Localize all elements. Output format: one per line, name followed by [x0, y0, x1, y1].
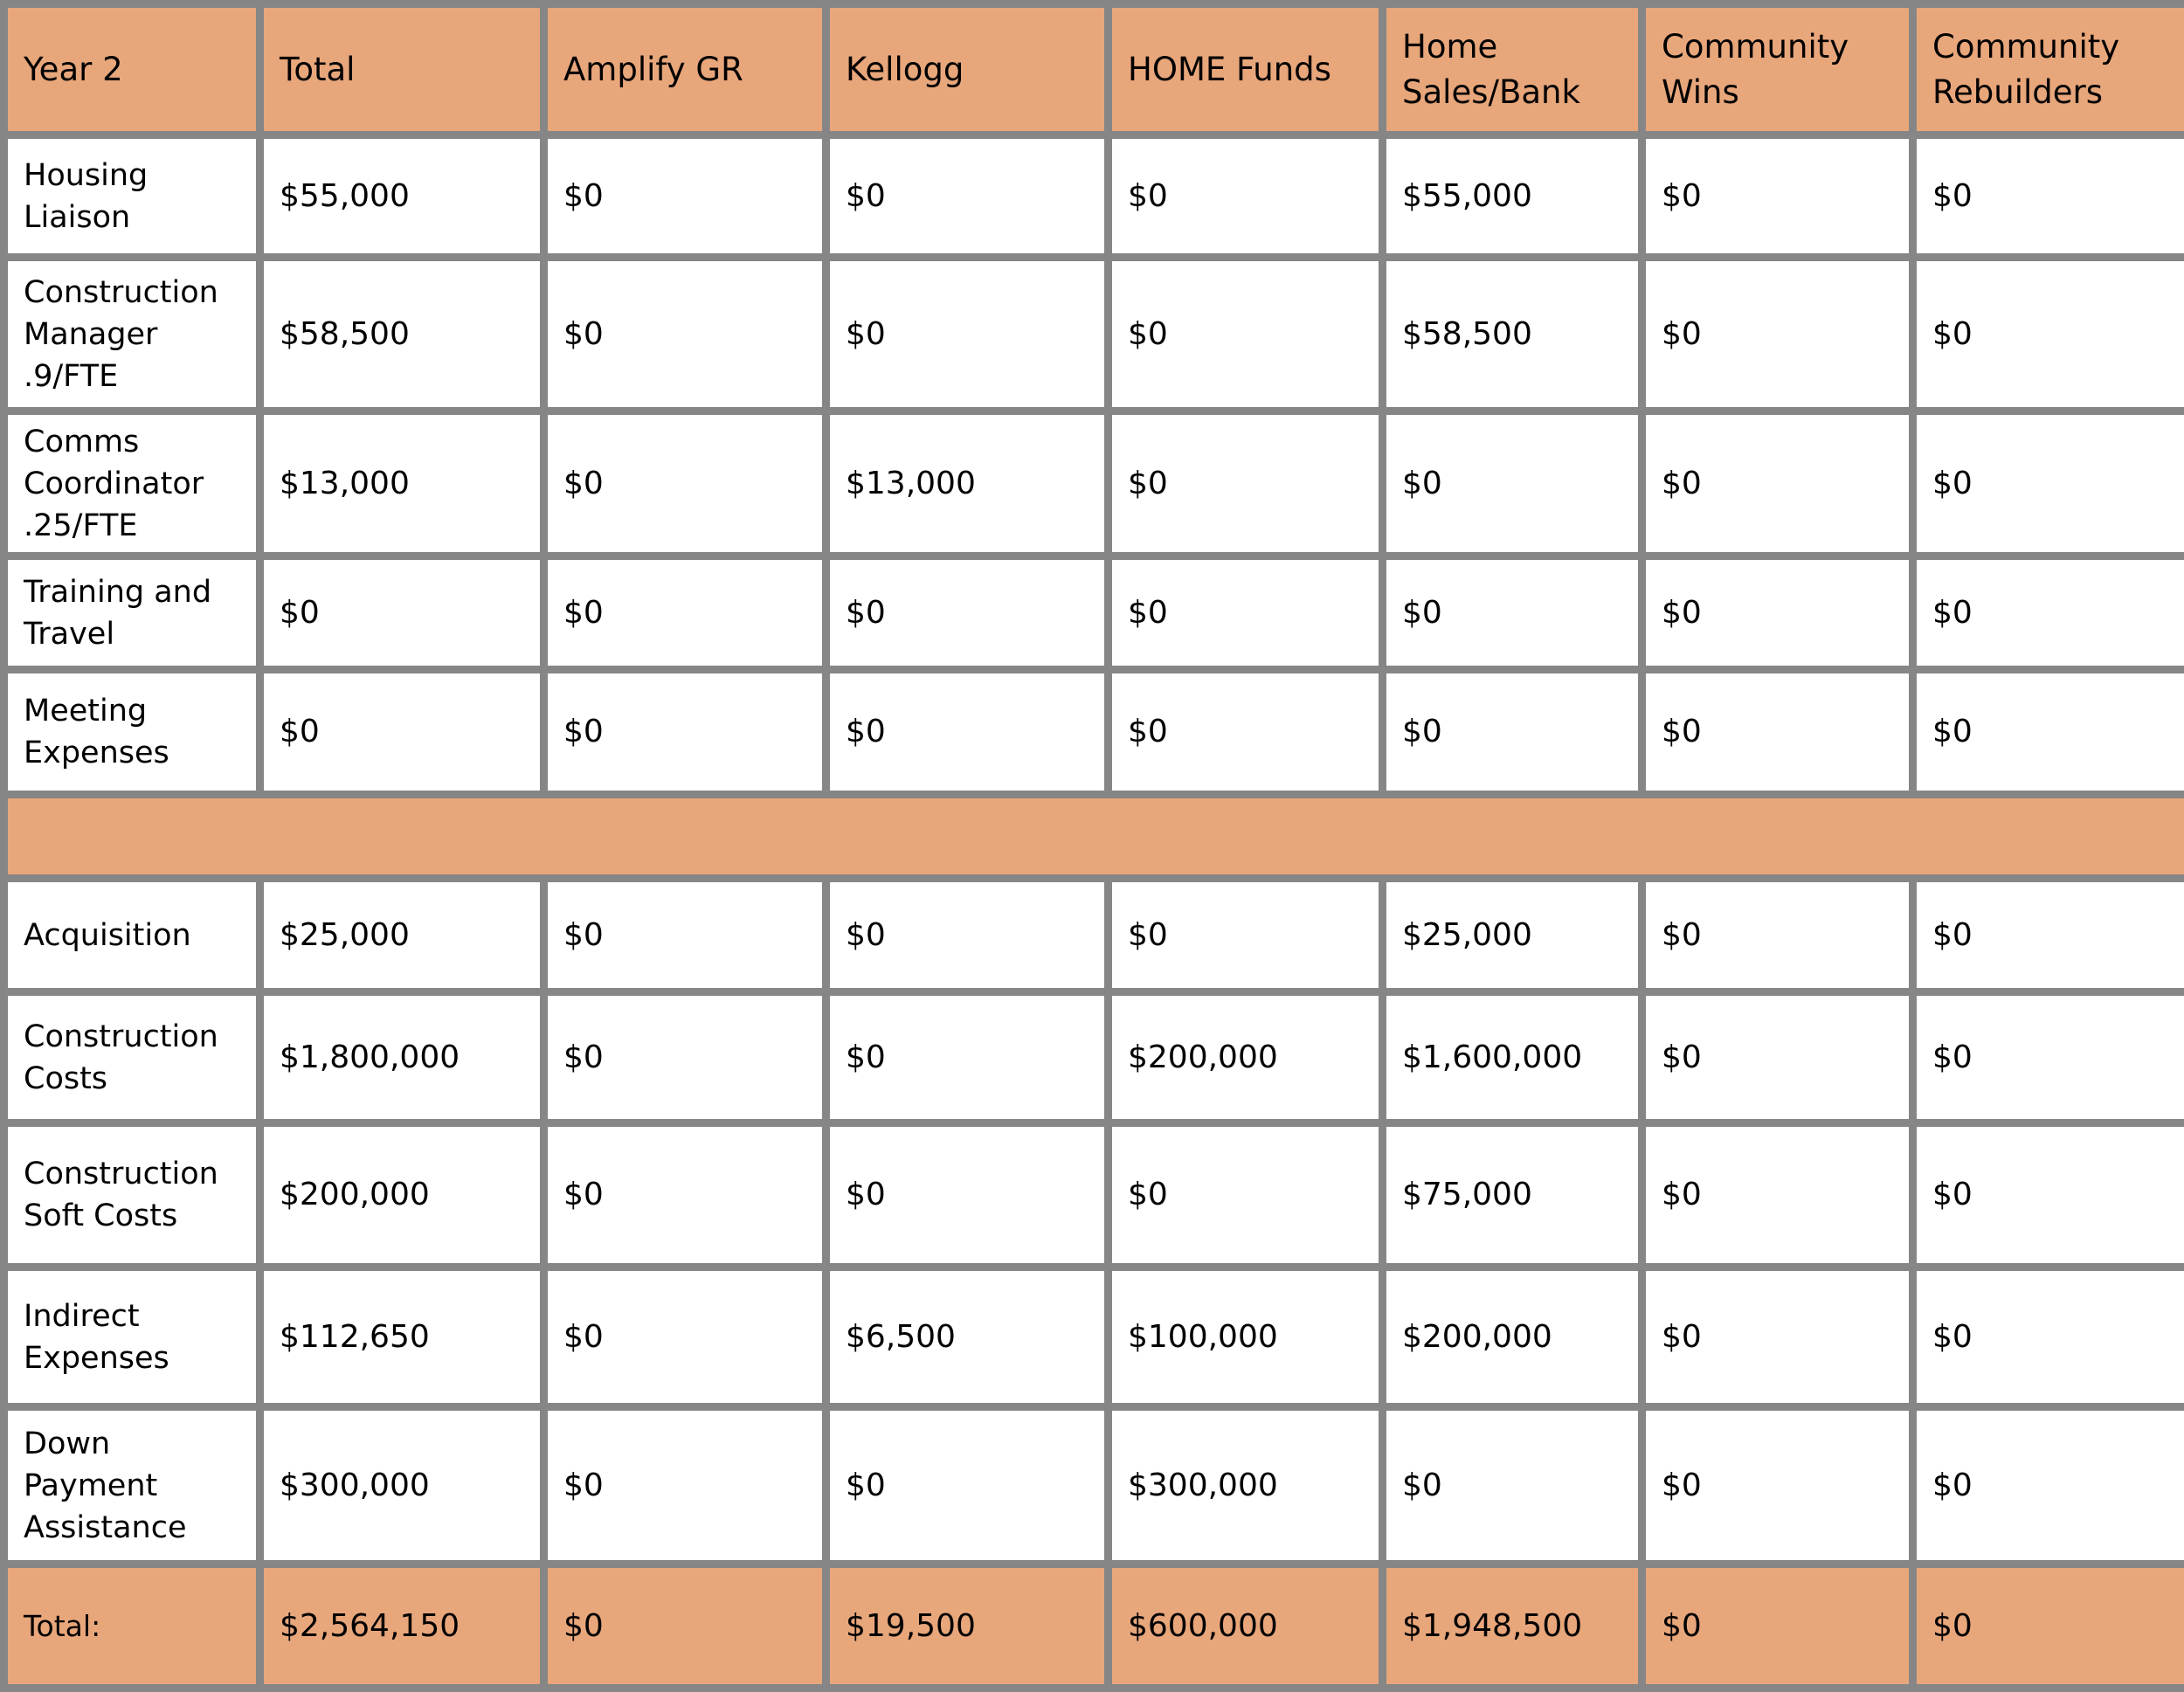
- section-divider-band: [4, 795, 2184, 879]
- row-label-cell: Housing Liaison: [4, 135, 260, 258]
- amount-cell: $0: [544, 556, 826, 670]
- amount-cell: $0: [1109, 670, 1383, 795]
- amount-cell: $0: [544, 670, 826, 795]
- row-label-cell: Training and Travel: [4, 556, 260, 670]
- amount-cell: $0: [544, 1123, 826, 1267]
- amount-cell: $0: [1642, 411, 1913, 556]
- amount-cell: $55,000: [260, 135, 544, 258]
- amount-cell: $58,500: [260, 258, 544, 411]
- amount-cell: $0: [544, 258, 826, 411]
- table-row: [4, 879, 2184, 992]
- amount-cell: $58,500: [1383, 258, 1642, 411]
- amount-cell: $0: [826, 258, 1109, 411]
- year-header-cell: Year 2: [4, 4, 260, 135]
- amount-cell: $75,000: [1383, 1123, 1642, 1267]
- amount-cell: $0: [1913, 992, 2184, 1123]
- row-label-cell: Meeting Expenses: [4, 670, 260, 795]
- amount-cell: $55,000: [1383, 135, 1642, 258]
- table-row: [4, 1267, 2184, 1407]
- row-label-cell: Construction Costs: [4, 992, 260, 1123]
- amount-cell: $0: [1383, 670, 1642, 795]
- amount-cell: $0: [544, 411, 826, 556]
- table-body: [4, 4, 2184, 1689]
- table-row: [4, 1123, 2184, 1267]
- amount-cell: $0: [1109, 258, 1383, 411]
- total-amount-cell: $0: [1642, 1564, 1913, 1689]
- amount-cell: $0: [826, 1123, 1109, 1267]
- total-amount-cell: $0: [1913, 1564, 2184, 1689]
- amount-cell: $0: [1642, 670, 1913, 795]
- amount-cell: $0: [1642, 258, 1913, 411]
- amount-cell: $0: [1913, 879, 2184, 992]
- row-label-cell: Comms Coordinator .25/FTE: [4, 411, 260, 556]
- amount-cell: $25,000: [1383, 879, 1642, 992]
- amount-cell: $0: [1642, 1123, 1913, 1267]
- amount-cell: $0: [1913, 258, 2184, 411]
- amount-cell: $0: [826, 556, 1109, 670]
- total-amount-cell: $0: [544, 1564, 826, 1689]
- row-label-cell: Down Payment Assistance: [4, 1407, 260, 1564]
- amount-cell: $0: [260, 556, 544, 670]
- amount-cell: $200,000: [1383, 1267, 1642, 1407]
- amount-cell: $0: [544, 992, 826, 1123]
- amount-cell: $0: [1109, 879, 1383, 992]
- amount-cell: $200,000: [1109, 992, 1383, 1123]
- amount-cell: $0: [1913, 1407, 2184, 1564]
- amount-cell: $0: [1642, 556, 1913, 670]
- amount-cell: $0: [260, 670, 544, 795]
- table-row: [4, 258, 2184, 411]
- amount-cell: $0: [1383, 556, 1642, 670]
- total-amount-cell: $1,948,500: [1383, 1564, 1642, 1689]
- amount-cell: $0: [826, 879, 1109, 992]
- table-row: [4, 556, 2184, 670]
- amount-cell: $1,600,000: [1383, 992, 1642, 1123]
- amount-cell: $0: [1913, 556, 2184, 670]
- amount-cell: $1,800,000: [260, 992, 544, 1123]
- funder-header-cell: HOME Funds: [1109, 4, 1383, 135]
- amount-cell: $200,000: [260, 1123, 544, 1267]
- section-divider-row: [4, 795, 2184, 879]
- amount-cell: $100,000: [1109, 1267, 1383, 1407]
- amount-cell: $0: [826, 135, 1109, 258]
- amount-cell: $0: [1642, 992, 1913, 1123]
- amount-cell: $0: [1913, 135, 2184, 258]
- total-row: [4, 1564, 2184, 1689]
- amount-cell: $0: [544, 135, 826, 258]
- funder-header-cell: Amplify GR: [544, 4, 826, 135]
- funder-header-cell: Kellogg: [826, 4, 1109, 135]
- amount-cell: $0: [826, 992, 1109, 1123]
- table-row: [4, 135, 2184, 258]
- table-row: [4, 670, 2184, 795]
- total-amount-cell: $2,564,150: [260, 1564, 544, 1689]
- amount-cell: $0: [826, 670, 1109, 795]
- row-label-cell: Construction Manager .9/FTE: [4, 258, 260, 411]
- funder-header-cell: Home Sales/Bank: [1383, 4, 1642, 135]
- amount-cell: $0: [1642, 879, 1913, 992]
- amount-cell: $0: [1109, 1123, 1383, 1267]
- amount-cell: $0: [1913, 411, 2184, 556]
- row-label-cell: Acquisition: [4, 879, 260, 992]
- header-row: [4, 4, 2184, 135]
- total-label-cell: Total:: [4, 1564, 260, 1689]
- amount-cell: $0: [544, 879, 826, 992]
- amount-cell: $0: [1642, 1267, 1913, 1407]
- amount-cell: $25,000: [260, 879, 544, 992]
- amount-cell: $0: [1913, 670, 2184, 795]
- table-row: [4, 411, 2184, 556]
- table-row: [4, 1407, 2184, 1564]
- amount-cell: $13,000: [826, 411, 1109, 556]
- amount-cell: $112,650: [260, 1267, 544, 1407]
- amount-cell: $0: [1109, 135, 1383, 258]
- amount-cell: $0: [1642, 135, 1913, 258]
- funder-header-cell: Total: [260, 4, 544, 135]
- table-row: [4, 992, 2184, 1123]
- amount-cell: $0: [1383, 411, 1642, 556]
- row-label-cell: Construction Soft Costs: [4, 1123, 260, 1267]
- amount-cell: $300,000: [1109, 1407, 1383, 1564]
- amount-cell: $0: [1913, 1267, 2184, 1407]
- amount-cell: $0: [1913, 1123, 2184, 1267]
- funder-header-cell: Community Rebuilders: [1913, 4, 2184, 135]
- row-label-cell: Indirect Expenses: [4, 1267, 260, 1407]
- amount-cell: $0: [1383, 1407, 1642, 1564]
- amount-cell: $0: [1109, 411, 1383, 556]
- amount-cell: $0: [826, 1407, 1109, 1564]
- total-amount-cell: $19,500: [826, 1564, 1109, 1689]
- amount-cell: $0: [544, 1407, 826, 1564]
- amount-cell: $6,500: [826, 1267, 1109, 1407]
- amount-cell: $0: [1642, 1407, 1913, 1564]
- total-amount-cell: $600,000: [1109, 1564, 1383, 1689]
- funder-header-cell: Community Wins: [1642, 4, 1913, 135]
- amount-cell: $0: [544, 1267, 826, 1407]
- amount-cell: $13,000: [260, 411, 544, 556]
- amount-cell: $300,000: [260, 1407, 544, 1564]
- amount-cell: $0: [1109, 556, 1383, 670]
